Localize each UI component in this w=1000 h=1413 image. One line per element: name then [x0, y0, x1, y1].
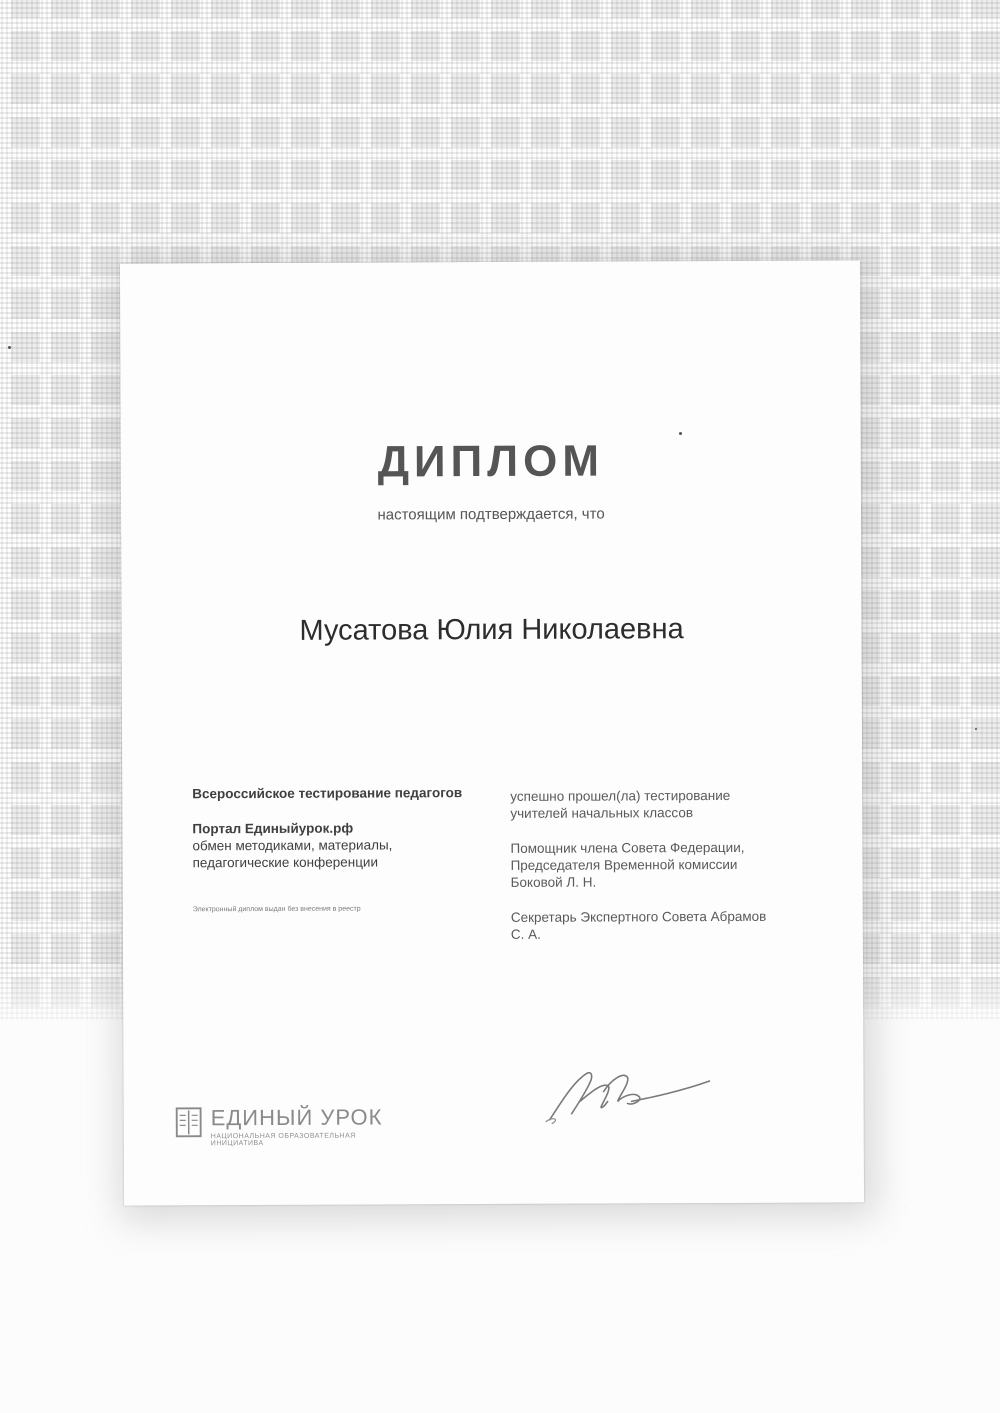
diploma-subtitle: настоящим подтверждается, что: [377, 505, 605, 524]
logo: [176, 1104, 406, 1155]
logo-tagline: НАЦИОНАЛЬНАЯ ОБРАЗОВАТЕЛЬНАЯ ИНИЦИАТИВА: [210, 1132, 356, 1148]
book-icon: [176, 1107, 202, 1137]
diploma-sheet: [120, 260, 864, 1205]
achievement-text: успешно прошел(ла) тестирование учителей начальных классов: [510, 787, 731, 821]
official-2: Секретарь Экспертного Совета Абрамов С. А.: [510, 908, 767, 942]
official-1: Помощник члена Совета Федерации, Председателя Временной комиссии Боковой Л. Н.: [510, 839, 745, 890]
left-column: [192, 784, 463, 915]
logo-name: ЕДИНЫЙ УРОК: [210, 1104, 383, 1131]
portal-name: Портал Единыйурок.рф: [192, 820, 354, 837]
right-column: [510, 787, 771, 943]
portal-description: обмен методиками, материалы, педагогические конференции: [192, 837, 393, 871]
diploma-title: ДИПЛОМ: [377, 436, 605, 487]
scan-speck: [8, 346, 11, 349]
fine-print: Электронный диплом выдан без внесения в реестр: [192, 905, 361, 914]
recipient-name: Мусатова Юлия Николаевна: [299, 613, 684, 647]
signature-icon: [531, 1061, 721, 1132]
portal-block: [192, 819, 462, 871]
event-title: Всероссийское тестирование педагогов: [192, 785, 463, 802]
scan-speck: [679, 432, 682, 435]
scan-speck: [975, 728, 977, 730]
